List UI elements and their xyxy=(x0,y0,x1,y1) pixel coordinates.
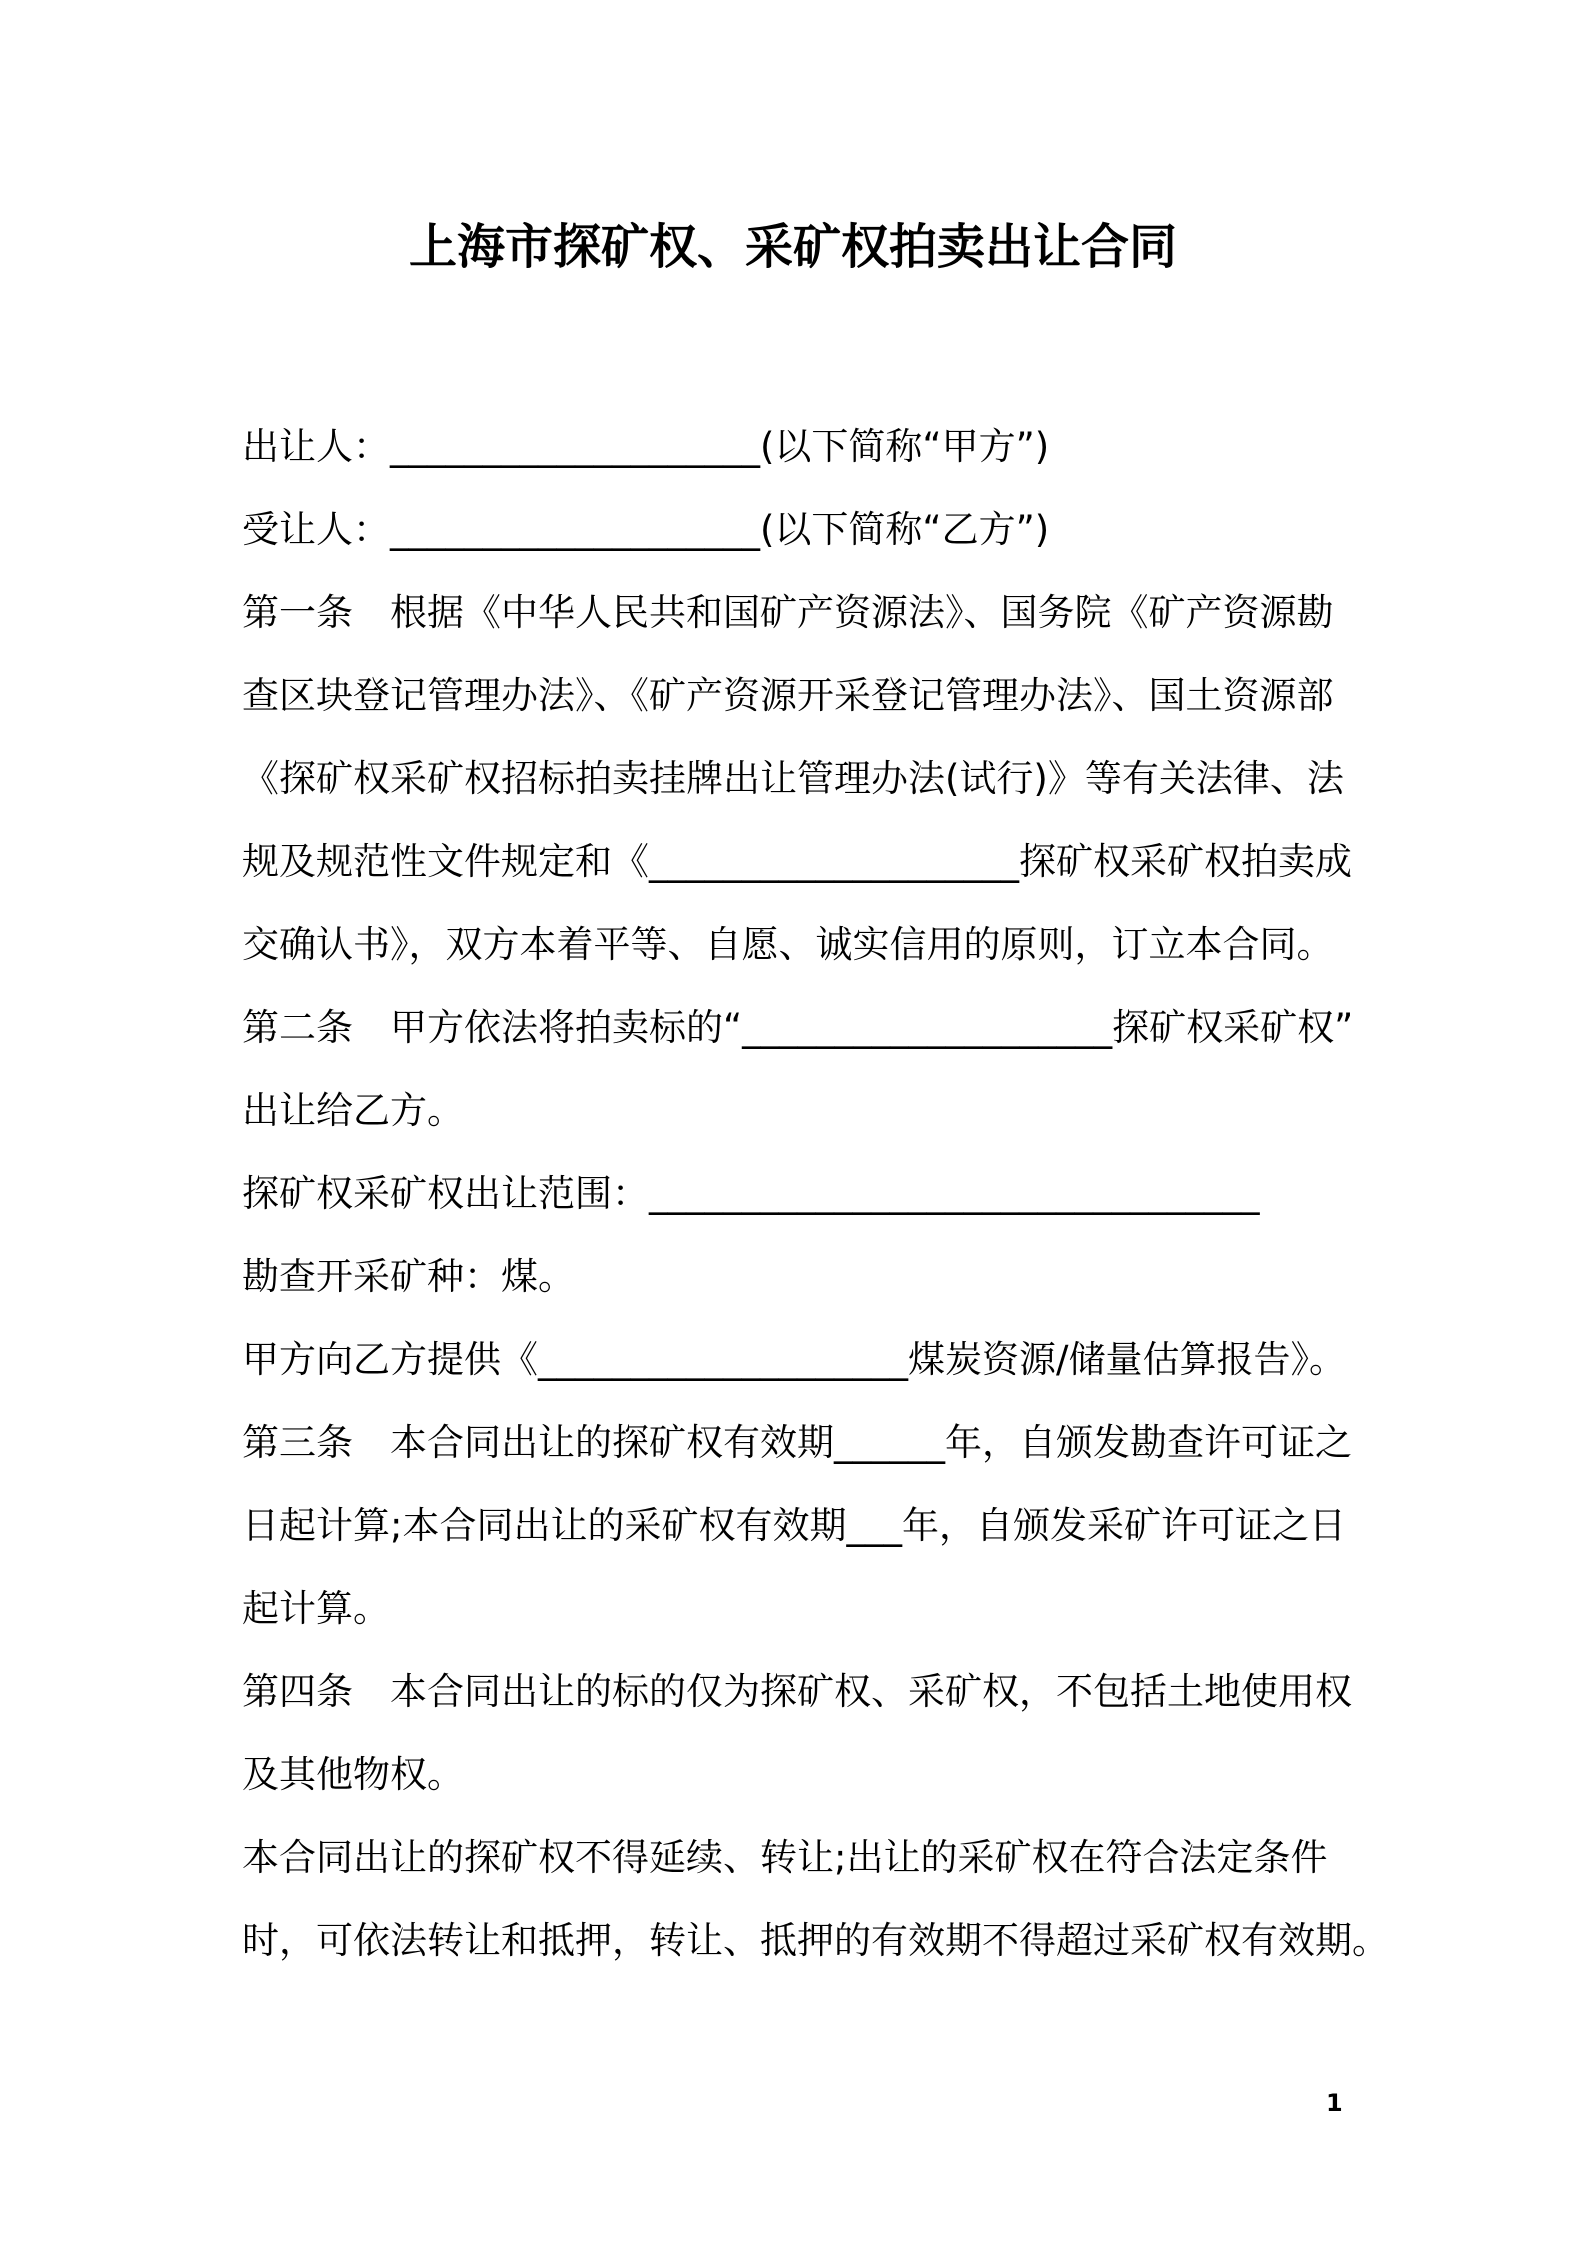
article-4-line-4: 时，可依法转让和抵押，转让、抵押的有效期不得超过采矿权有效期。 xyxy=(242,1919,1389,1962)
document-title: 上海市探矿权、采矿权拍卖出让合同 xyxy=(408,219,1177,275)
mineral-type-line: 勘查开采矿种：煤。 xyxy=(242,1255,575,1298)
article-1-line-2: 查区块登记管理办法》、《矿产资源开采登记管理办法》、国土资源部 xyxy=(242,674,1334,717)
article-4-line-1: 第四条 本合同出让的标的仅为探矿权、采矿权，不包括土地使用权 xyxy=(242,1670,1352,1713)
article-1-line-1: 第一条 根据《中华人民共和国矿产资源法》、国务院《矿产资源勘 xyxy=(242,591,1334,634)
transfer-scope-line: 探矿权采矿权出让范围：_________________________________ xyxy=(242,1172,1260,1215)
article-3-line-2: 日起计算;本合同出让的采矿权有效期___年，自颁发采矿许可证之日 xyxy=(242,1504,1346,1547)
article-3-line-1: 第三条 本合同出让的探矿权有效期______年，自颁发勘查许可证之 xyxy=(242,1421,1352,1464)
article-3-line-3: 起计算。 xyxy=(242,1587,390,1630)
document-body xyxy=(242,405,1389,1982)
article-1-line-5: 交确认书》，双方本着平等、自愿、诚实信用的原则，订立本合同。 xyxy=(242,923,1334,966)
article-4-line-2: 及其他物权。 xyxy=(242,1753,464,1796)
article-1-line-4: 规及规范性文件规定和《____________________探矿权采矿权拍卖成 xyxy=(242,840,1352,883)
party-a-line: 出让人：____________________(以下简称“甲方”) xyxy=(242,425,1050,468)
report-line: 甲方向乙方提供《____________________煤炭资源/储量估算报告》。 xyxy=(242,1338,1346,1381)
article-1-line-3: 《探矿权采矿权招标拍卖挂牌出让管理办法(试行)》等有关法律、法 xyxy=(242,757,1344,800)
article-2-line-2: 出让给乙方。 xyxy=(242,1089,464,1132)
article-2-line-1: 第二条 甲方依法将拍卖标的“____________________探矿权采矿权” xyxy=(242,1006,1354,1049)
article-4-line-3: 本合同出让的探矿权不得延续、转让;出让的采矿权在符合法定条件 xyxy=(242,1836,1328,1879)
page-number: 1 xyxy=(1326,2089,1343,2117)
party-b-line: 受让人：____________________(以下简称“乙方”) xyxy=(242,508,1050,551)
